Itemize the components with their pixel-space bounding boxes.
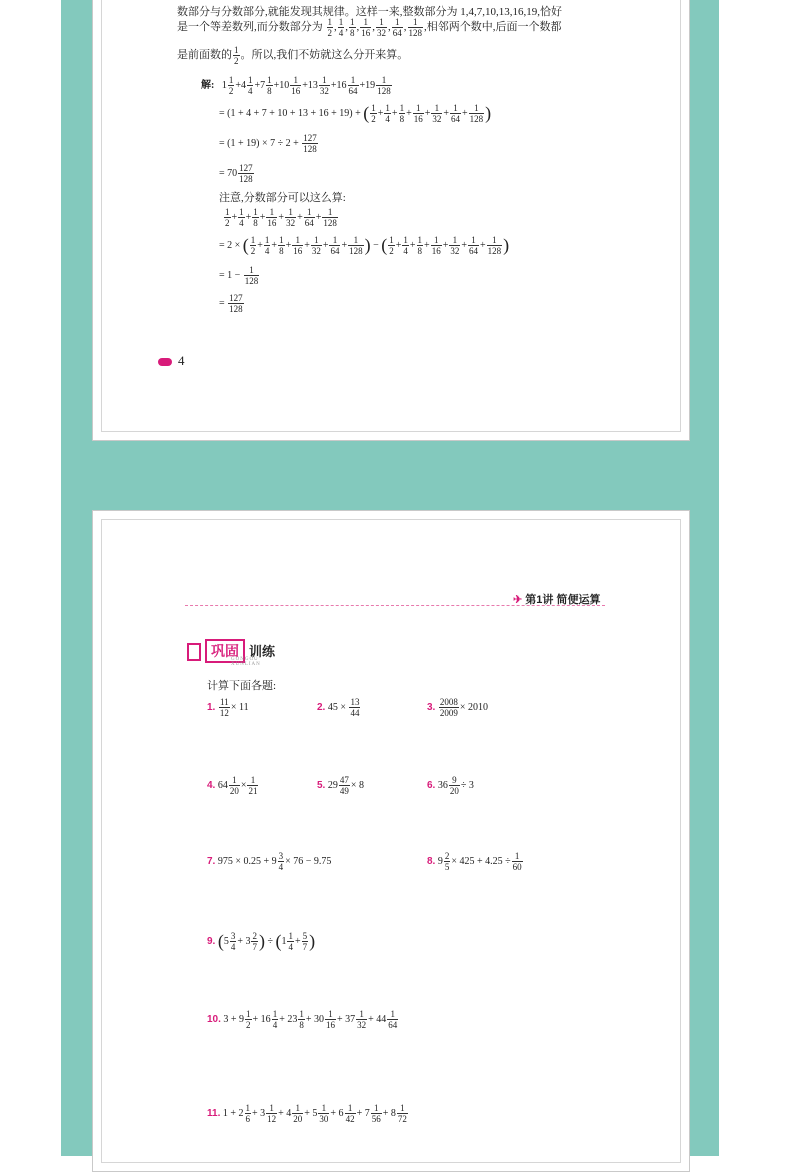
- problem-8: 8. 9 $\frac{2}{5}$ × 425 + 4.25 ÷ $\frac{1}{60}$: [427, 851, 522, 872]
- solution-line: = (1 + 19) × 7 ÷ 2 + $\frac{127}{128}$: [219, 133, 317, 154]
- page-badge-icon: [158, 358, 172, 366]
- problem-1: 1. $\frac{11}{12}$ × 11: [207, 697, 249, 718]
- text-line: 是一个等差数列,而分数部分为 $\frac{1}{2}$ , $\frac{1}{4}$ , $\frac{1}{8}$ , $\frac{1}{16}$ , $\frac{1}{32}$ , $\frac{1}{64}$ , $\frac{1}{128}$ ,相邻两个数中,后面一个数都: [177, 17, 562, 38]
- problem-9: 9. (5 $\frac{3}{4}$ + 3 $\frac{2}{7}$ ) ÷ (1 $\frac{1}{4}$ + $\frac{5}{7}$ ): [207, 931, 316, 952]
- logo-subtitle: GONGGU XUNLIAN: [231, 657, 261, 667]
- problem-2: 2. 45 × $\frac{13}{44}$: [317, 697, 360, 718]
- problem-5: 5. 29 $\frac{47}{49}$ × 8: [317, 775, 364, 796]
- logo-boxed-text: 巩固: [205, 639, 245, 663]
- note-text: 注意,分数部分可以这么算:: [219, 192, 346, 204]
- chapter-header: ✈ 第1讲 简便运算: [513, 594, 601, 606]
- instruction: 计算下面各题:: [207, 680, 277, 692]
- page-frame: [101, 519, 681, 1163]
- solution-line: = 1 − $\frac{1}{128}$: [219, 265, 259, 286]
- problem-10: 10. 3 + 9 $\frac{1}{2}$ + 16 $\frac{1}{4}$ + 23 $\frac{1}{8}$ + 30 $\frac{1}{16}$ + 37 $\frac{1}{32}$ + 44 $\frac{1}{64}$: [207, 1009, 398, 1030]
- text-line: 是前面数的 $\frac{1}{2}$ 。所以,我们不妨就这么分开来算。: [177, 45, 409, 66]
- solution-line: = 70 $\frac{127}{128}$: [219, 163, 253, 184]
- logo-text: 训练: [249, 644, 276, 659]
- text-line: 数部分与分数部分,就能发现其规律。这样一来,整数部分为 1,4,7,10,13,16,19,恰好: [177, 6, 562, 18]
- solution-line: $\frac{1}{2}$ + $\frac{1}{4}$ + $\frac{1}{8}$ + $\frac{1}{16}$ + $\frac{1}{32}$ + $\frac{1}{64}$ + $\frac{1}{128}$: [225, 207, 337, 228]
- problem-6: 6. 36 $\frac{9}{20}$ ÷ 3: [427, 775, 474, 796]
- solution-line: = 2 × ( $\frac{1}{2}$ + $\frac{1}{4}$ + $\frac{1}{8}$ + $\frac{1}{16}$ + $\frac{1}{32}$ + $\frac{1}{64}$ + $\frac{1}{128}$ ) − ( $\frac{1}{2}$ + $\frac{1}{4}$ + $\frac{1}{8}$ + $\frac{1}{16}$ + $\frac{1}{32}$ + $\frac{1}{64}$ + $\frac{1}{128}$ ): [219, 235, 510, 256]
- logo-bracket-icon: [187, 643, 201, 661]
- solution-line: 解: 1 $\frac{1}{2}$ +4 $\frac{1}{4}$ +7 $\frac{1}{8}$ +10 $\frac{1}{16}$ +13 $\frac{1}{32}$ +16 $\frac{1}{64}$ +19 $\frac{1}{128}$: [201, 75, 391, 96]
- book-page-bottom: [92, 510, 690, 1172]
- section-logo: [187, 639, 276, 667]
- problem-7: 7. 975 × 0.25 + 9 $\frac{3}{4}$ × 76 − 9.75: [207, 851, 332, 872]
- book-page-top: [92, 0, 690, 441]
- problem-4: 4. 64 $\frac{1}{20}$ × $\frac{1}{21}$: [207, 775, 258, 796]
- solution-line: = $\frac{127}{128}$: [219, 293, 243, 314]
- problem-3: 3. $\frac{2008}{2009}$ × 2010: [427, 697, 488, 718]
- paper-plane-icon: ✈: [513, 594, 523, 606]
- problem-11: 11. 1 + 2 $\frac{1}{6}$ + 3 $\frac{1}{12}$ + 4 $\frac{1}{20}$ + 5 $\frac{1}{30}$ + 6 $\frac{1}{42}$ + 7 $\frac{1}{56}$ + 8 $\frac{1}{72}$: [207, 1103, 407, 1124]
- solution-line: = (1 + 4 + 7 + 10 + 13 + 16 + 19) + ( $\frac{1}{2}$ + $\frac{1}{4}$ + $\frac{1}{8}$ + $\frac{1}{16}$ + $\frac{1}{32}$ + $\frac{1}{64}$ + $\frac{1}{128}$ ): [219, 103, 492, 124]
- page-number: 4: [158, 353, 185, 369]
